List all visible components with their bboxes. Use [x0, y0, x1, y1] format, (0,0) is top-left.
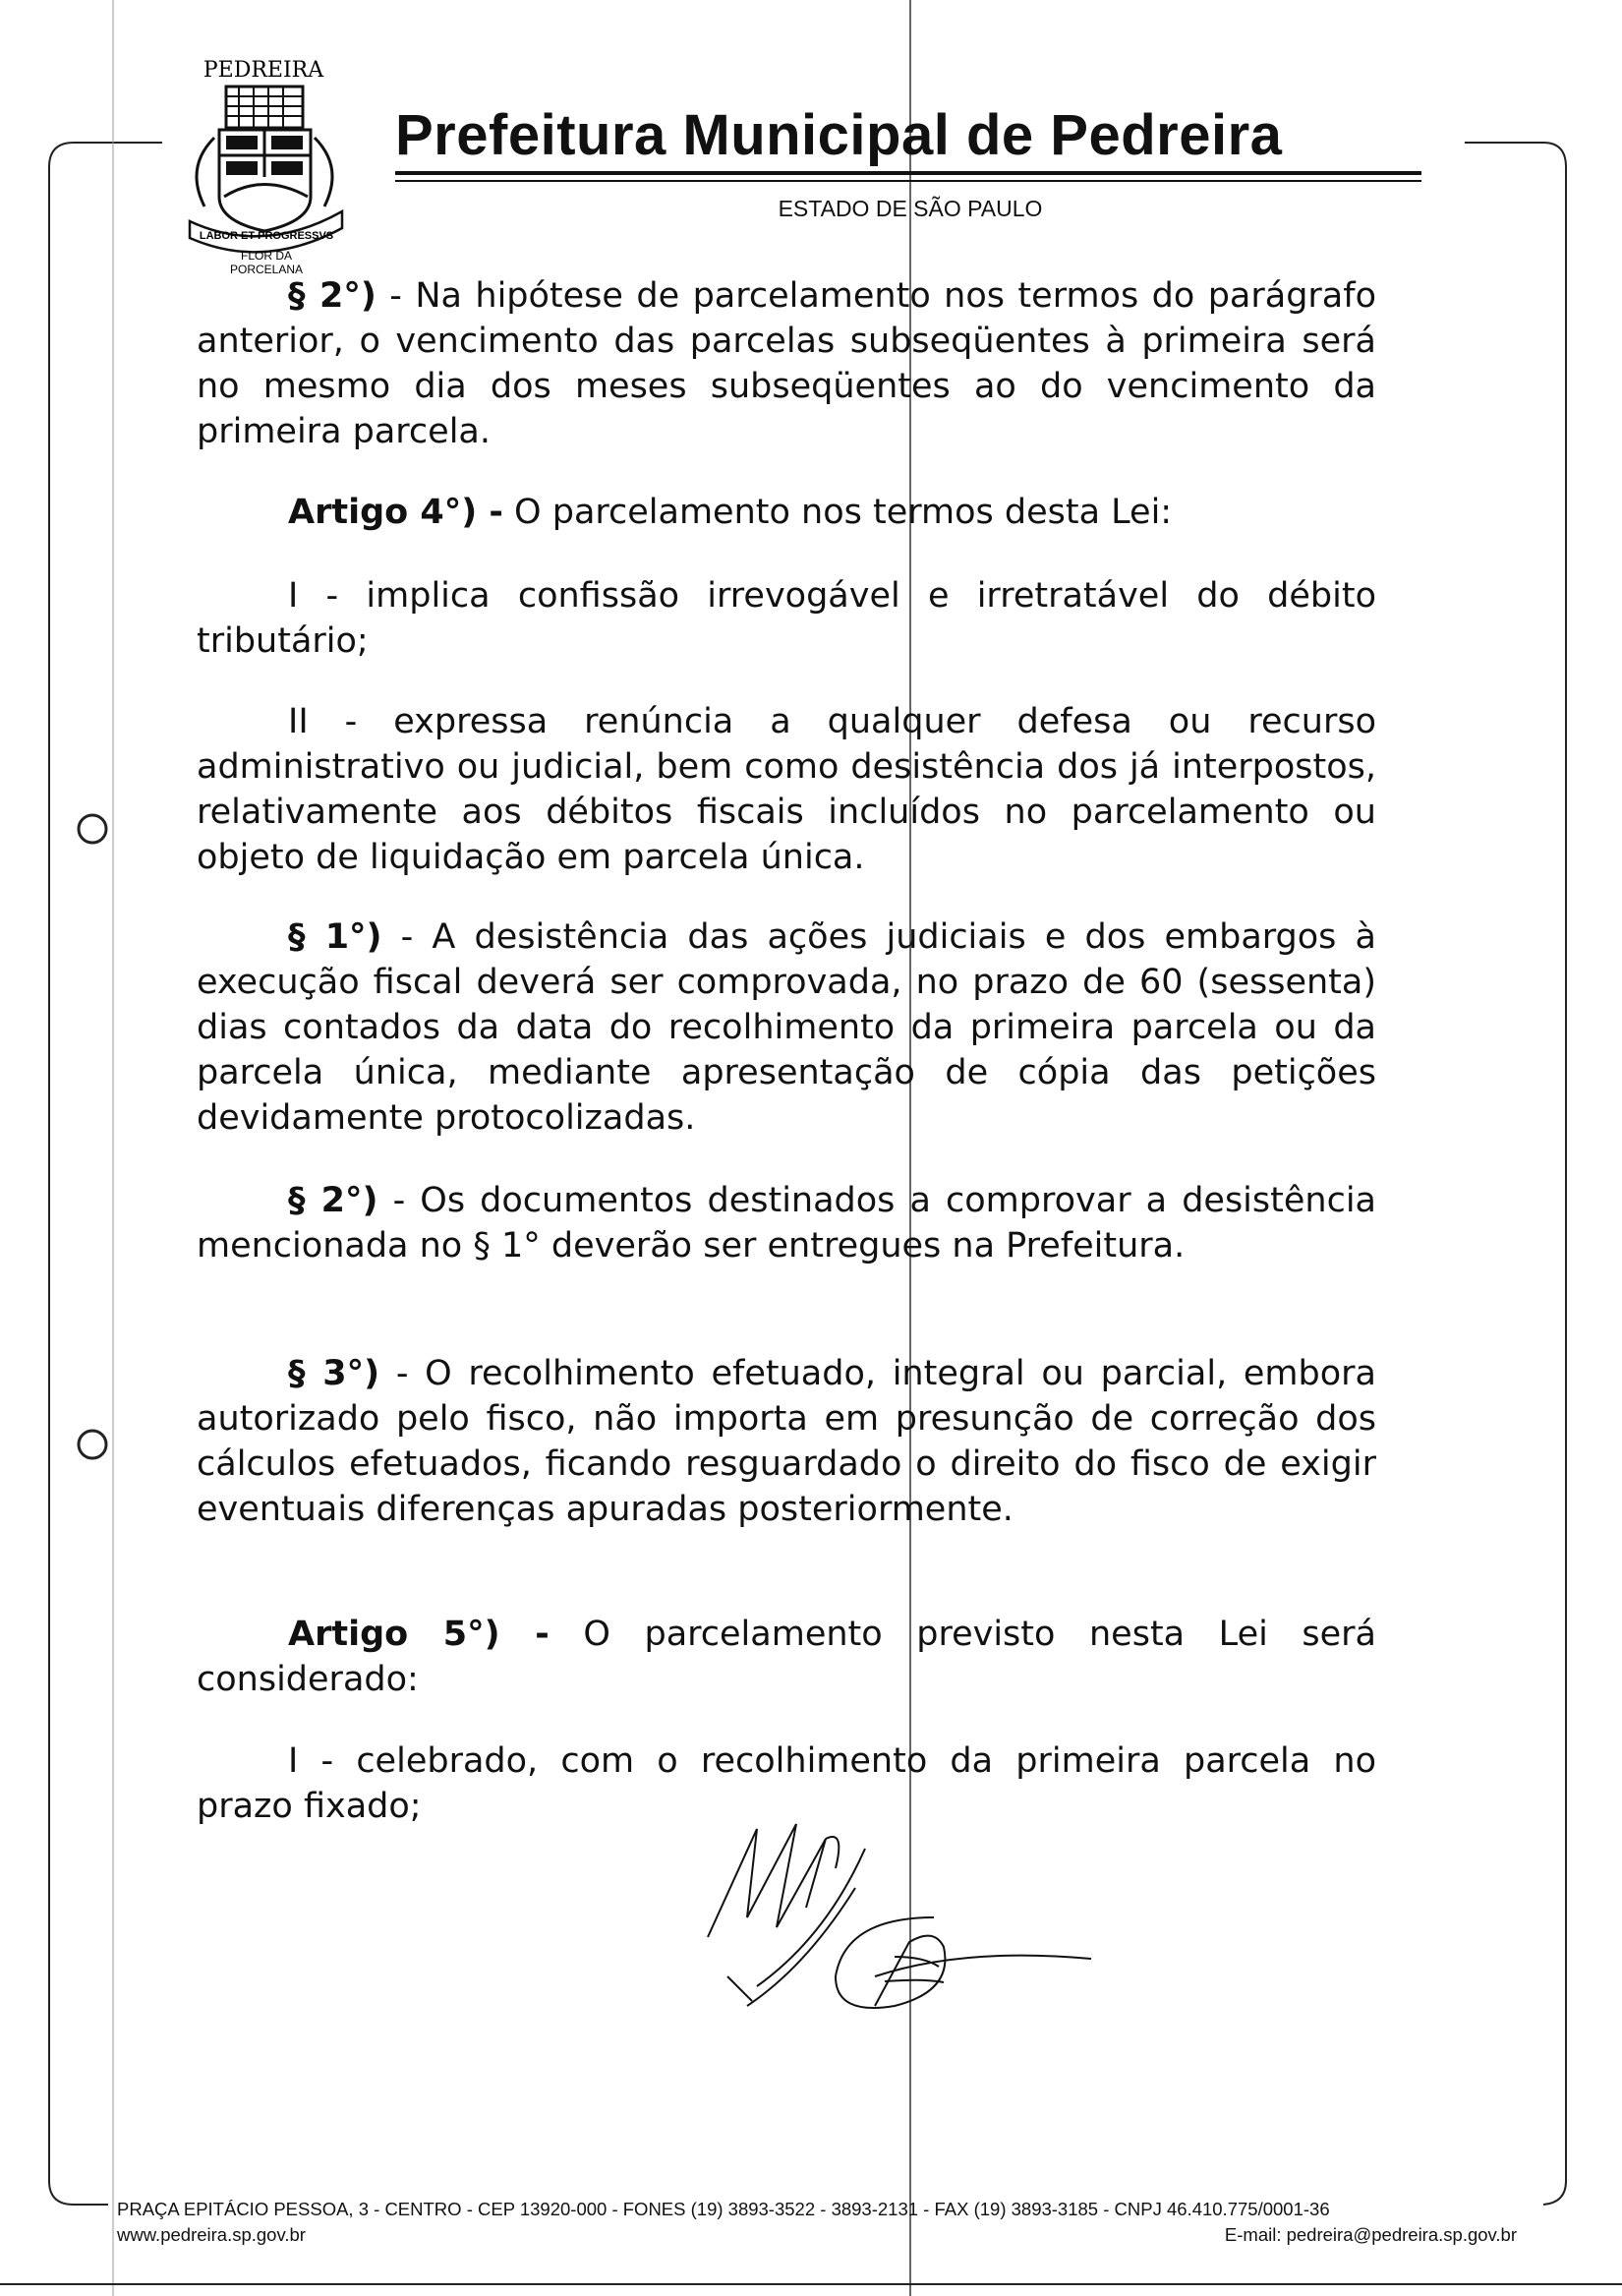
paragraph-text: O parcelamento nos termos desta Lei: [502, 493, 1173, 532]
logo-text: FLOR DA [240, 249, 293, 263]
punch-hole [79, 1431, 106, 1458]
footer-email[interactable]: E-mail: pedreira@pedreira.sp.gov.br [1224, 2224, 1517, 2245]
paragraph-text: I - implica confissão irrevogável e irretratável do débito tributário; [197, 576, 1376, 661]
header-rule [395, 180, 1421, 182]
paragraph-text: - O recolhimento efetuado, integral ou parcial, embora autorizado pelo fisco, não importa em presunção de correção dos cálculos efetuados, ficando resguardado o direito do fisco de exigir eventuais diferenças apuradas posteriormente. [197, 1354, 1376, 1529]
paragraph-text: - A desistência das ações judiciais e dos embargos à execução fiscal deverá ser comprovada, no prazo de 60 (sessenta) dias contados da data do recolhimento da primeira parcela ou da parcela única, mediante apresentação de cópia das petições devidamente protocolizadas. [197, 917, 1376, 1138]
paragraph [197, 1351, 1376, 1532]
handwritten-signature [688, 1809, 1111, 2045]
paragraph [197, 914, 1376, 1141]
coat-of-arms-logo [165, 49, 367, 275]
article-heading [197, 1612, 1376, 1702]
paragraph-lead: Artigo 5°) - [288, 1615, 550, 1654]
paragraph-text: - Os documentos destinados a comprovar a desistência mencionada no § 1° deverão ser entregues na Prefeitura. [197, 1181, 1376, 1266]
footer-address: PRAÇA EPITÁCIO PESSOA, 3 - CENTRO - CEP 13920-000 - FONES (19) 3893-3522 - 3893-2131 - FAX (19) 3893-3185 - CNPJ 46.410.775/0001-36 [117, 2199, 1330, 2219]
paragraph-lead: Artigo 4°) - [288, 493, 503, 532]
paragraph [197, 699, 1376, 880]
paragraph [197, 573, 1376, 664]
page-subtitle: ESTADO DE SÃO PAULO [778, 196, 1043, 221]
page-title: Prefeitura Municipal de Pedreira [395, 103, 1283, 167]
paragraph-text: I - celebrado, com o recolhimento da primeira parcela no prazo fixado; [197, 1741, 1376, 1826]
paragraph-text: II - expressa renúncia a qualquer defesa ou recurso administrativo ou judicial, bem como desistência dos já interpostos, relativamente aos débitos fiscais incluídos no parcelamento ou objeto de liquidação em parcela única. [197, 702, 1376, 877]
punch-hole [79, 815, 106, 843]
article-heading [197, 490, 1376, 535]
header-rule [395, 171, 1421, 175]
footer-website[interactable]: www.pedreira.sp.gov.br [117, 2224, 306, 2245]
paragraph-lead: § 2°) [288, 276, 377, 316]
paragraph-text: O parcelamento previsto nesta Lei será considerado: [197, 1615, 1377, 1699]
paragraph [197, 273, 1376, 454]
paragraph-lead: § 1°) [288, 917, 382, 957]
paragraph-text: - Na hipótese de parcelamento nos termos do parágrafo anterior, o vencimento das parcelas subseqüentes à primeira será no mesmo dia dos meses subseqüentes ao do vencimento da primeira parcela. [197, 276, 1376, 451]
paragraph [197, 1178, 1376, 1268]
logo-text: PORCELANA [229, 263, 304, 275]
logo-ribbon-text: LABOR ET PROGRESSVS [199, 230, 334, 242]
paragraph-lead: § 2°) [288, 1181, 378, 1220]
logo-text: PEDREIRA [203, 58, 324, 83]
paragraph-lead: § 3°) [288, 1354, 380, 1393]
